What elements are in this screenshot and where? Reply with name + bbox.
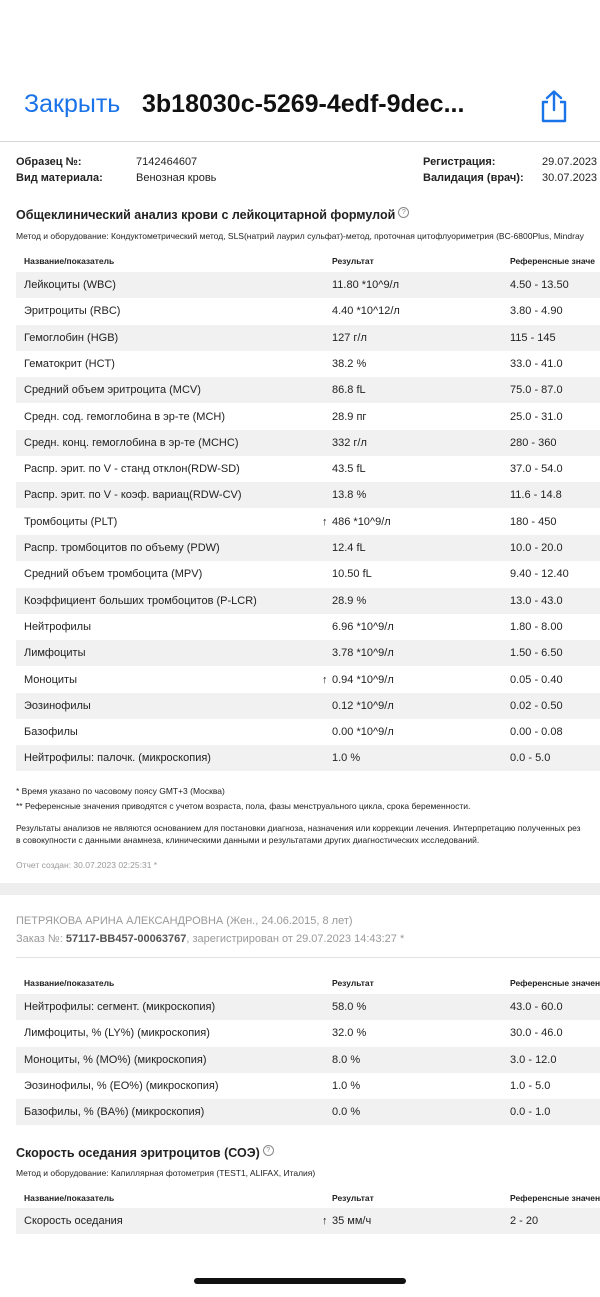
result-name: Средний объем эритроцита (MCV) bbox=[24, 384, 201, 397]
result-value: 32.0 % bbox=[332, 1027, 367, 1040]
table-row bbox=[16, 1047, 600, 1073]
reference-range: 2 - 20 bbox=[510, 1215, 539, 1227]
result-name: Лимфоциты, % (LY%) (микроскопия) bbox=[24, 1027, 210, 1040]
reference-range: 43.0 - 60.0 bbox=[510, 1001, 563, 1013]
navigation-bar bbox=[0, 0, 600, 140]
result-name: Лимфоциты bbox=[24, 647, 86, 660]
divider bbox=[16, 957, 600, 958]
table-row bbox=[16, 351, 600, 377]
result-value: 43.5 fL bbox=[332, 463, 366, 476]
home-indicator bbox=[194, 1278, 406, 1284]
reference-range: 33.0 - 41.0 bbox=[510, 357, 563, 370]
report-page-2 bbox=[0, 895, 600, 1297]
result-name: Распр. эрит. по V - станд отклон(RDW-SD) bbox=[24, 463, 240, 476]
table-row bbox=[16, 588, 600, 614]
order-number: 57117-BB457-00063767 bbox=[65, 933, 187, 945]
reference-range: 10.0 - 20.0 bbox=[510, 542, 563, 554]
result-value: 3.78 *10^9/л bbox=[332, 647, 394, 660]
patient-info: ПЕТРЯКОВА АРИНА АЛЕКСАНДРОВНА (Жен., 24.06.2015, 8 лет) bbox=[16, 915, 353, 927]
result-name: Гематокрит (HCT) bbox=[24, 357, 115, 370]
help-icon[interactable]: ? bbox=[263, 1145, 274, 1156]
result-value: 0.0 % bbox=[332, 1106, 361, 1119]
result-value: 12.4 fL bbox=[332, 542, 366, 554]
result-name: Средний объем тромбоцита (MPV) bbox=[24, 568, 203, 581]
table-row bbox=[16, 377, 600, 403]
section-title-text: Общеклинический анализ крови с лейкоцитарной формулой bbox=[16, 208, 396, 223]
table-row bbox=[16, 614, 600, 640]
result-value: 58.0 % bbox=[332, 1001, 367, 1013]
help-icon[interactable]: ? bbox=[398, 207, 409, 218]
result-name: Скорость оседания bbox=[24, 1215, 123, 1227]
result-value: 0.94 *10^9/л bbox=[332, 673, 394, 686]
result-name: Тромбоциты (PLT) bbox=[24, 515, 118, 528]
validation-label: Валидация (врач): bbox=[423, 172, 524, 184]
table-row bbox=[16, 325, 600, 351]
timezone-note: * Время указано по часовому поясу GMT+3 (Москва) bbox=[16, 786, 225, 796]
result-value: 0.00 *10^9/л bbox=[332, 726, 394, 739]
result-name: Эозинофилы bbox=[24, 699, 91, 712]
result-name: Распр. тромбоцитов по объему (PDW) bbox=[24, 542, 220, 554]
reference-range: 75.0 - 87.0 bbox=[510, 384, 563, 397]
reference-range: 13.0 - 43.0 bbox=[510, 594, 563, 607]
disclaimer-line-1: Результаты анализов не являются основанием для постановки диагноза, назначения или коррекции лечения. Интерпретацию полученных рез bbox=[16, 823, 581, 833]
section-title-cbc bbox=[16, 207, 409, 222]
table-header bbox=[16, 1187, 600, 1209]
result-name: Эозинофилы, % (EO%) (микроскопия) bbox=[24, 1079, 219, 1092]
reference-range: 115 - 145 bbox=[510, 331, 556, 344]
disclaimer-line-2: в совокупности с данными анамнеза, клиническими данными и результатами других диагностических исследований. bbox=[16, 835, 480, 845]
header-reference: Референсные значен bbox=[510, 978, 600, 988]
close-button[interactable]: Закрыть bbox=[24, 90, 121, 118]
table-row bbox=[16, 1020, 600, 1046]
reference-range: 280 - 360 bbox=[510, 436, 557, 449]
result-name: Базофилы, % (BA%) (микроскопия) bbox=[24, 1106, 205, 1119]
table-row bbox=[16, 561, 600, 587]
document-title: 3b18030c-5269-4edf-9dec... bbox=[142, 90, 465, 118]
order-suffix: , зарегистрирован от 29.07.2023 14:43:27 * bbox=[186, 933, 405, 945]
reference-range: 3.0 - 12.0 bbox=[510, 1053, 557, 1066]
method-description: Метод и оборудование: Кондуктометрический метод, SLS(натрий лаурил сульфат)-метод, проточная цитофлуориметрия (BC-6800Plus, Mindray bbox=[16, 231, 584, 241]
result-name: Базофилы bbox=[24, 726, 78, 739]
page-separator bbox=[0, 883, 600, 895]
order-prefix: Заказ №: bbox=[16, 933, 66, 945]
result-value: 6.96 *10^9/л bbox=[332, 620, 394, 633]
section-title-text: Скорость оседания эритроцитов (СОЭ) bbox=[16, 1146, 260, 1161]
result-name: Нейтрофилы: сегмент. (микроскопия) bbox=[24, 1001, 216, 1013]
share-icon[interactable] bbox=[536, 88, 572, 124]
result-name: Лейкоциты (WBC) bbox=[24, 279, 116, 291]
result-value: 86.8 fL bbox=[332, 384, 366, 397]
result-value: 127 г/л bbox=[332, 331, 367, 344]
result-name: Средн. конц. гемоглобина в эр-те (MCHC) bbox=[24, 436, 239, 449]
table-row bbox=[16, 272, 600, 298]
table-row bbox=[16, 482, 600, 508]
result-name: Моноциты bbox=[24, 673, 77, 686]
arrow-up-icon: ↑ bbox=[322, 673, 328, 686]
result-name: Средн. сод. гемоглобина в эр-те (MCH) bbox=[24, 410, 226, 423]
table-header bbox=[16, 972, 600, 994]
result-value: 28.9 пг bbox=[332, 410, 367, 423]
header-result: Результат bbox=[332, 978, 374, 988]
table-row bbox=[16, 994, 600, 1020]
arrow-up-icon: ↑ bbox=[322, 515, 328, 528]
result-value: 8.0 % bbox=[332, 1053, 361, 1066]
result-value: 11.80 *10^9/л bbox=[332, 279, 400, 291]
reference-range: 4.50 - 13.50 bbox=[510, 279, 569, 291]
result-name: Эритроциты (RBC) bbox=[24, 305, 121, 318]
table-row bbox=[16, 298, 600, 324]
header-result: Результат bbox=[332, 1193, 374, 1203]
result-name: Нейтрофилы: палочк. (микроскопия) bbox=[24, 752, 211, 765]
result-value: 1.0 % bbox=[332, 752, 361, 765]
reference-range: 3.80 - 4.90 bbox=[510, 305, 563, 318]
table-row bbox=[16, 693, 600, 719]
report-created: Отчет создан: 30.07.2023 02:25:31 * bbox=[16, 860, 158, 870]
header-name: Название/показатель bbox=[24, 256, 115, 266]
result-value: 35 мм/ч bbox=[332, 1215, 372, 1227]
sample-value: 7142464607 bbox=[136, 156, 198, 168]
method-description: Метод и оборудование: Капиллярная фотометрия (TEST1, ALIFAX, Италия) bbox=[16, 1168, 316, 1178]
table-row bbox=[16, 404, 600, 430]
result-value: 10.50 fL bbox=[332, 568, 372, 581]
reference-range: 1.80 - 8.00 bbox=[510, 620, 563, 633]
reference-range: 1.50 - 6.50 bbox=[510, 647, 563, 660]
table-row bbox=[16, 745, 600, 771]
reference-range: 0.0 - 5.0 bbox=[510, 752, 551, 765]
reference-range: 0.00 - 0.08 bbox=[510, 726, 563, 739]
registration-value: 29.07.2023 bbox=[542, 156, 598, 168]
header-name: Название/показатель bbox=[24, 978, 115, 988]
table-row bbox=[16, 1208, 600, 1234]
reference-range: 9.40 - 12.40 bbox=[510, 568, 569, 581]
material-value: Венозная кровь bbox=[136, 172, 217, 184]
section-title-esr bbox=[16, 1145, 274, 1160]
result-value: 332 г/л bbox=[332, 436, 367, 449]
reference-range: 0.0 - 1.0 bbox=[510, 1106, 551, 1119]
reference-range: 25.0 - 31.0 bbox=[510, 410, 563, 423]
sample-label: Образец №: bbox=[16, 156, 82, 168]
result-value: 38.2 % bbox=[332, 357, 367, 370]
header-reference: Референсные значе bbox=[510, 256, 596, 266]
result-name: Гемоглобин (HGB) bbox=[24, 331, 119, 344]
order-info bbox=[16, 933, 404, 945]
reference-note: ** Референсные значения приводятся с учетом возраста, пола, фазы менструального цикла, срока беременности. bbox=[16, 801, 471, 811]
result-name: Моноциты, % (MO%) (микроскопия) bbox=[24, 1053, 207, 1066]
reference-range: 0.05 - 0.40 bbox=[510, 673, 563, 686]
table-row bbox=[16, 1099, 600, 1125]
table-row bbox=[16, 640, 600, 666]
header-reference: Референсные значен bbox=[510, 1193, 600, 1203]
reference-range: 30.0 - 46.0 bbox=[510, 1027, 563, 1040]
result-name: Коэффициент больших тромбоцитов (P-LCR) bbox=[24, 594, 257, 607]
result-value: 1.0 % bbox=[332, 1079, 361, 1092]
validation-value: 30.07.2023 bbox=[542, 172, 598, 184]
reference-range: 11.6 - 14.8 bbox=[510, 489, 562, 502]
table-row bbox=[16, 667, 600, 693]
result-value: 486 *10^9/л bbox=[332, 515, 391, 528]
table-header bbox=[16, 250, 600, 272]
arrow-up-icon: ↑ bbox=[322, 1215, 328, 1227]
result-value: 4.40 *10^12/л bbox=[332, 305, 400, 318]
result-name: Распр. эрит. по V - коэф. вариац(RDW-CV) bbox=[24, 489, 242, 502]
result-value: 0.12 *10^9/л bbox=[332, 699, 394, 712]
result-name: Нейтрофилы bbox=[24, 620, 91, 633]
table-row bbox=[16, 535, 600, 561]
table-row bbox=[16, 456, 600, 482]
reference-range: 37.0 - 54.0 bbox=[510, 463, 563, 476]
result-value: 28.9 % bbox=[332, 594, 367, 607]
table-row bbox=[16, 1073, 600, 1099]
table-row bbox=[16, 719, 600, 745]
reference-range: 0.02 - 0.50 bbox=[510, 699, 563, 712]
registration-label: Регистрация: bbox=[423, 156, 496, 168]
header-result: Результат bbox=[332, 256, 374, 266]
reference-range: 180 - 450 bbox=[510, 515, 557, 528]
material-label: Вид материала: bbox=[16, 172, 103, 184]
header-name: Название/показатель bbox=[24, 1193, 115, 1203]
table-row bbox=[16, 509, 600, 535]
reference-range: 1.0 - 5.0 bbox=[510, 1079, 551, 1092]
result-value: 13.8 % bbox=[332, 489, 367, 502]
table-row bbox=[16, 430, 600, 456]
report-page-1 bbox=[0, 141, 600, 884]
